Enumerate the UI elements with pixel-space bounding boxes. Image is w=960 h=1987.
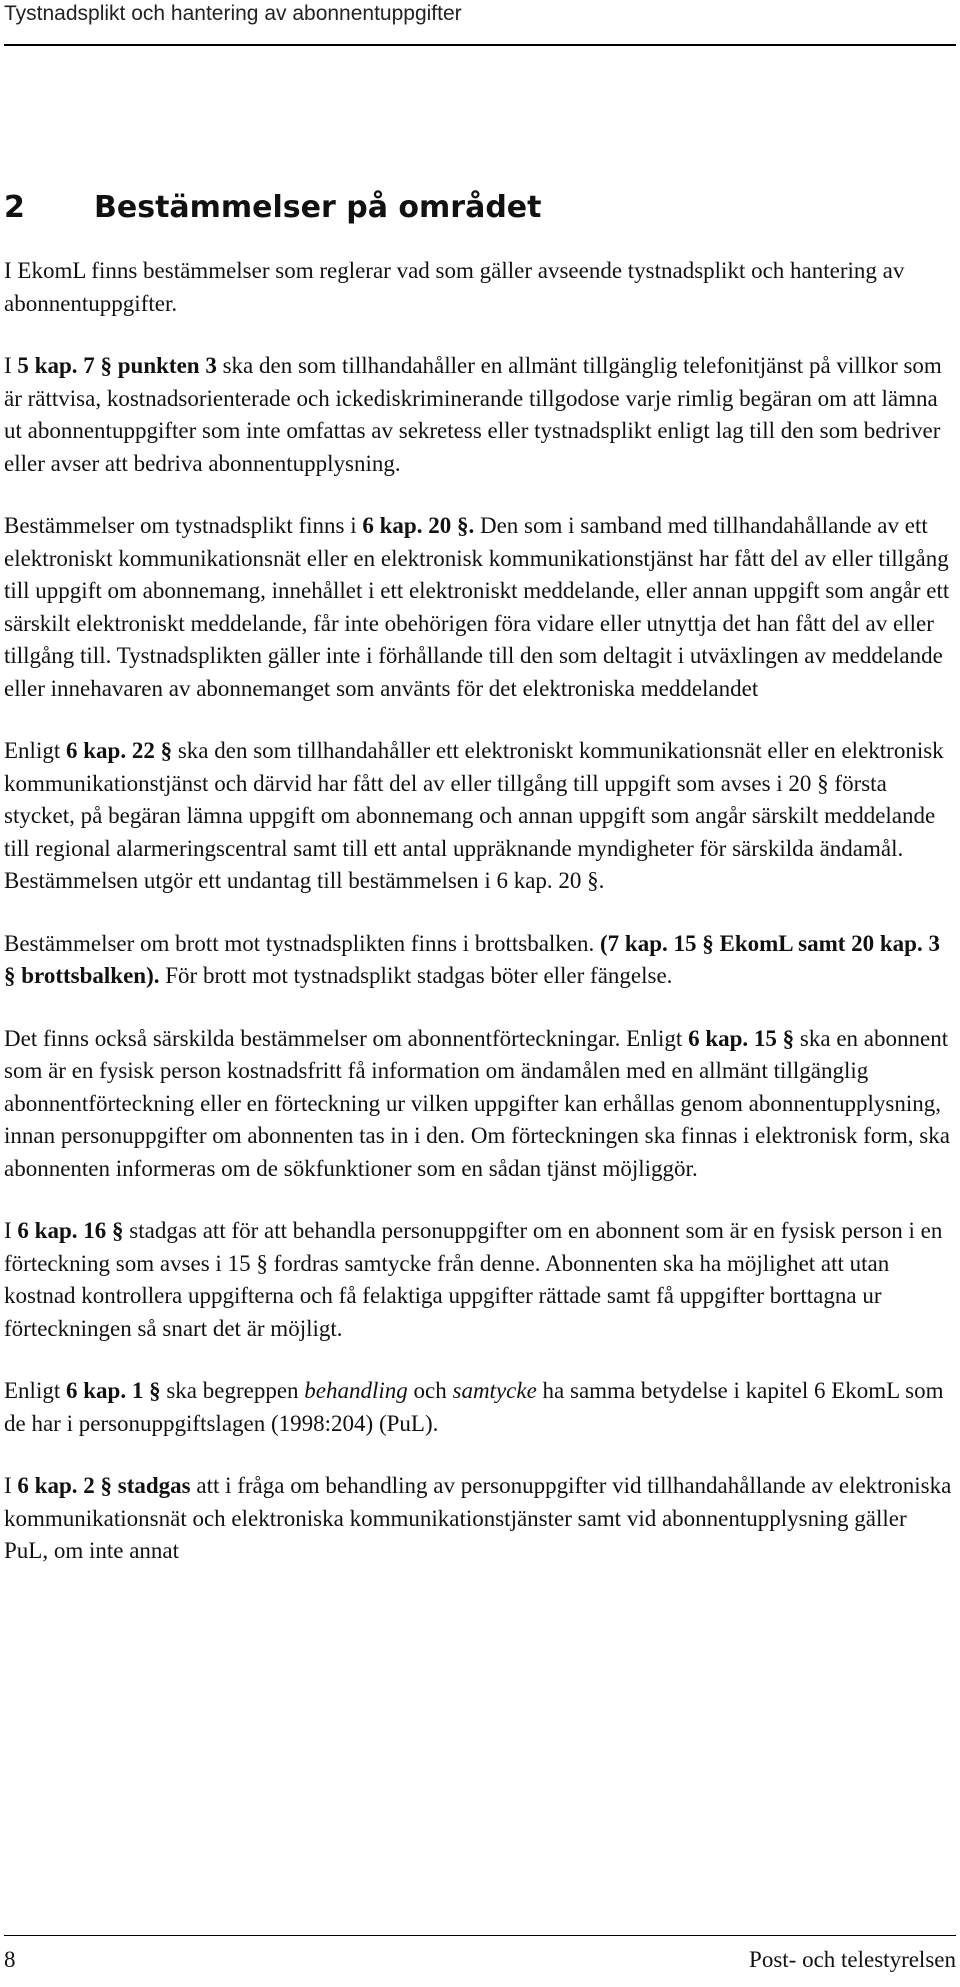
footer-organization: Post- och telestyrelsen [749, 1947, 956, 1972]
text-run: och [407, 1378, 453, 1403]
paragraph-6kap22 [4, 735, 956, 898]
text-run: ska begreppen [160, 1378, 305, 1403]
text-run: I [4, 1473, 18, 1498]
paragraph-5kap7 [4, 350, 956, 480]
text-run: Den som i samband med tillhandahållande av ett elektroniskt kommunikationsnät eller en elektronisk kommunikationstjänst har fått del av eller tillgång till uppgift om abonnemang, innehållet i ett elektroniskt meddelande, eller annan uppgift som angår ett särskilt elektroniskt meddelande, får inte obehörigen föra vidare eller utnyttja det han fått del av eller tillgång till. Tystnadsplikten gäller inte i förhållande till den som deltagit i utväxlingen av meddelande eller innehavaren av abonnemanget som använts för det elektroniska meddelandet [4, 513, 950, 701]
running-title: Tystnadsplikt och hantering av abonnentuppgifter [4, 2, 462, 25]
text-run: Enligt [4, 1378, 66, 1403]
defined-term: samtycke [452, 1378, 537, 1403]
paragraph-6kap16 [4, 1215, 956, 1345]
text-run: För brott mot tystnadsplikt stadgas böter eller fängelse. [159, 963, 673, 988]
paragraph-text: I EkomL finns bestämmelser som reglerar vad som gäller avseende tystnadsplikt och hantering av abonnentuppgifter. [4, 258, 905, 316]
paragraph-6kap2 [4, 1470, 956, 1568]
text-run: I [4, 353, 18, 378]
section-number: 2 [4, 190, 25, 225]
paragraph-intro [4, 255, 956, 320]
legal-reference: 5 kap. 7 § punkten 3 [17, 353, 217, 378]
text-run: Det finns också särskilda bestämmelser om abonnentförteckningar. Enligt [4, 1025, 689, 1051]
legal-reference: 6 kap. 20 §. [362, 513, 475, 538]
text-run: Enligt [4, 738, 66, 763]
legal-reference: 6 kap. 15 § [688, 1025, 795, 1051]
text-run: stadgas att för att behandla personuppgifter om en abonnent som är en fysisk person i en förteckning som avses i 15 § fordras samtycke från denne. Abonnenten ska ha möjlighet att utan kostnad kontrollera uppgifterna och få felaktiga uppgifter rättade samt få uppgifter borttagna ur förteckningen så snart det är möjligt. [4, 1218, 943, 1341]
legal-reference: 6 kap. 22 § [65, 738, 173, 763]
legal-reference: 6 kap. 16 § [17, 1218, 124, 1243]
text-run: ska en abonnent som är en fysisk person kostnadsfritt få information om ändamålen med en allmänt tillgänglig abonnentförteckning eller en förteckning ur vilken uppgifter kan erhållas genom abonnentupplysning, innan personuppgifter om abonnenten tas in i den. Om förteckningen ska finnas i elektronisk form, ska abonnenten informeras om de sökfunktioner som en sådan tjänst möjliggör. [4, 1025, 950, 1181]
header-rule [4, 44, 956, 46]
text-run: ha samma betydelse i kapitel 6 EkomL som de har i personuppgiftslagen (1998:204) (PuL). [4, 1378, 944, 1436]
page-number: 8 [4, 1947, 16, 1972]
legal-reference: 6 kap. 2 § stadgas [17, 1473, 191, 1498]
paragraph-brottsbalken [4, 928, 956, 993]
text-run: Bestämmelser om tystnadsplikt finns i [4, 513, 363, 538]
paragraph-6kap20 [4, 510, 956, 705]
legal-reference: 6 kap. 1 § [65, 1378, 161, 1403]
running-header [4, 2, 956, 38]
body-text [4, 255, 956, 1598]
legal-reference: (7 kap. 15 § EkomL samt 20 kap. 3 § brottsbalken). [4, 930, 940, 988]
defined-term: behandling [304, 1378, 408, 1403]
text-run: att i fråga om behandling av personuppgifter vid tillhandahållande av elektroniska kommunikationsnät och elektroniska kommunikationstjänster samt vid abonnentupplysning gäller PuL, om inte annat [4, 1473, 952, 1563]
section-title: Bestämmelser på området [94, 190, 542, 225]
paragraph-6kap1 [4, 1375, 956, 1440]
text-run: ska den som tillhandahåller ett elektroniskt kommunikationsnät eller en elektronisk kommunikationstjänst och därvid har fått del av eller tillgång till uppgift som avses i 20 § första stycket, på begäran lämna uppgift om abonnemang och annan uppgift som angår särskilt meddelande till regional alarmeringscentral samt till ett antal uppräknande myndigheter för särskilda ändamål. Bestämmelsen utgör ett undantag till bestämmelsen i 6 kap. 20 §. [4, 738, 944, 893]
footer-rule [4, 1935, 956, 1936]
text-run: ska den som tillhandahåller en allmänt tillgänglig telefonitjänst på villkor som är rättvisa, kostnadsorienterade och ickediskriminerande tillgodose varje rimlig begäran om att lämna ut abonnentuppgifter som inte omfattas av sekretess eller tystnadsplikt enligt lag till den som bedriver eller avser att bedriva abonnentupplysning. [4, 353, 942, 476]
paragraph-6kap15 [4, 1023, 956, 1186]
section-heading [4, 190, 541, 225]
text-run: I [4, 1218, 18, 1243]
text-run: Bestämmelser om brott mot tystnadsplikten finns i brottsbalken. [4, 930, 601, 956]
